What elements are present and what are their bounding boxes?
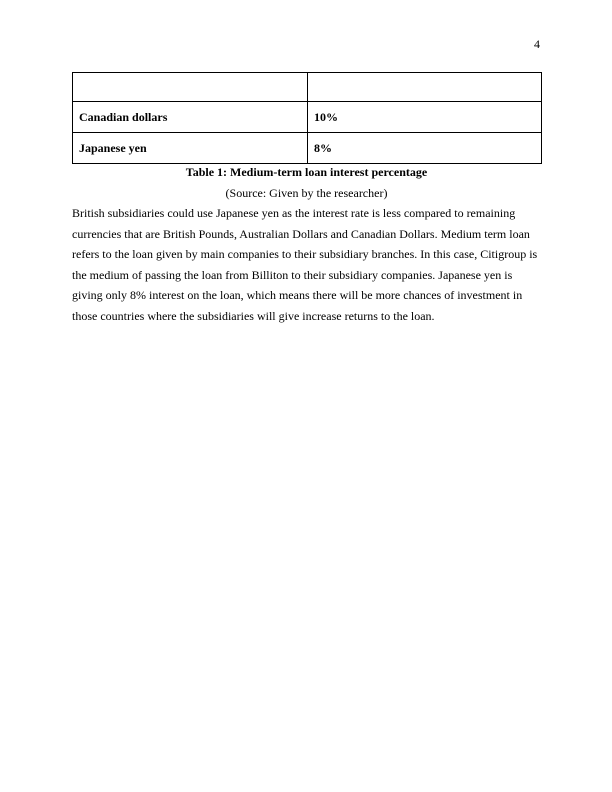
table-caption: Table 1: Medium-term loan interest percentage	[185, 165, 428, 179]
paragraph-line: giving only 8% interest on the loan, which means there will be more chances of investment in	[72, 288, 523, 302]
table-row	[73, 73, 542, 102]
paragraph-line: currencies that are British Pounds, Australian Dollars and Canadian Dollars. Medium term loan	[72, 226, 530, 241]
rate-cell: 8%	[308, 133, 542, 164]
rate-cell	[308, 73, 542, 102]
currency-cell: Canadian dollars	[73, 102, 308, 133]
table-row	[73, 102, 542, 133]
paragraph-line: the medium of passing the loan from Billiton to their subsidiary companies. Japanese yen is	[72, 267, 513, 282]
interest-rate-table	[72, 72, 542, 164]
body-paragraph	[72, 203, 541, 326]
currency-cell	[73, 73, 308, 102]
paragraph-line: British subsidiaries could use Japanese yen as the interest rate is less compared to remaining	[72, 206, 516, 220]
table-source: (Source: Given by the researcher)	[225, 186, 388, 200]
page-number: 4	[534, 37, 540, 51]
paragraph-line: those countries where the subsidiaries will give increase returns to the loan.	[72, 308, 435, 323]
currency-cell: Japanese yen	[73, 133, 308, 164]
table-row	[73, 133, 542, 164]
rate-cell: 10%	[308, 102, 542, 133]
paragraph-line: refers to the loan given by main companies to their subsidiary branches. In this case, Citigroup is	[72, 247, 538, 261]
